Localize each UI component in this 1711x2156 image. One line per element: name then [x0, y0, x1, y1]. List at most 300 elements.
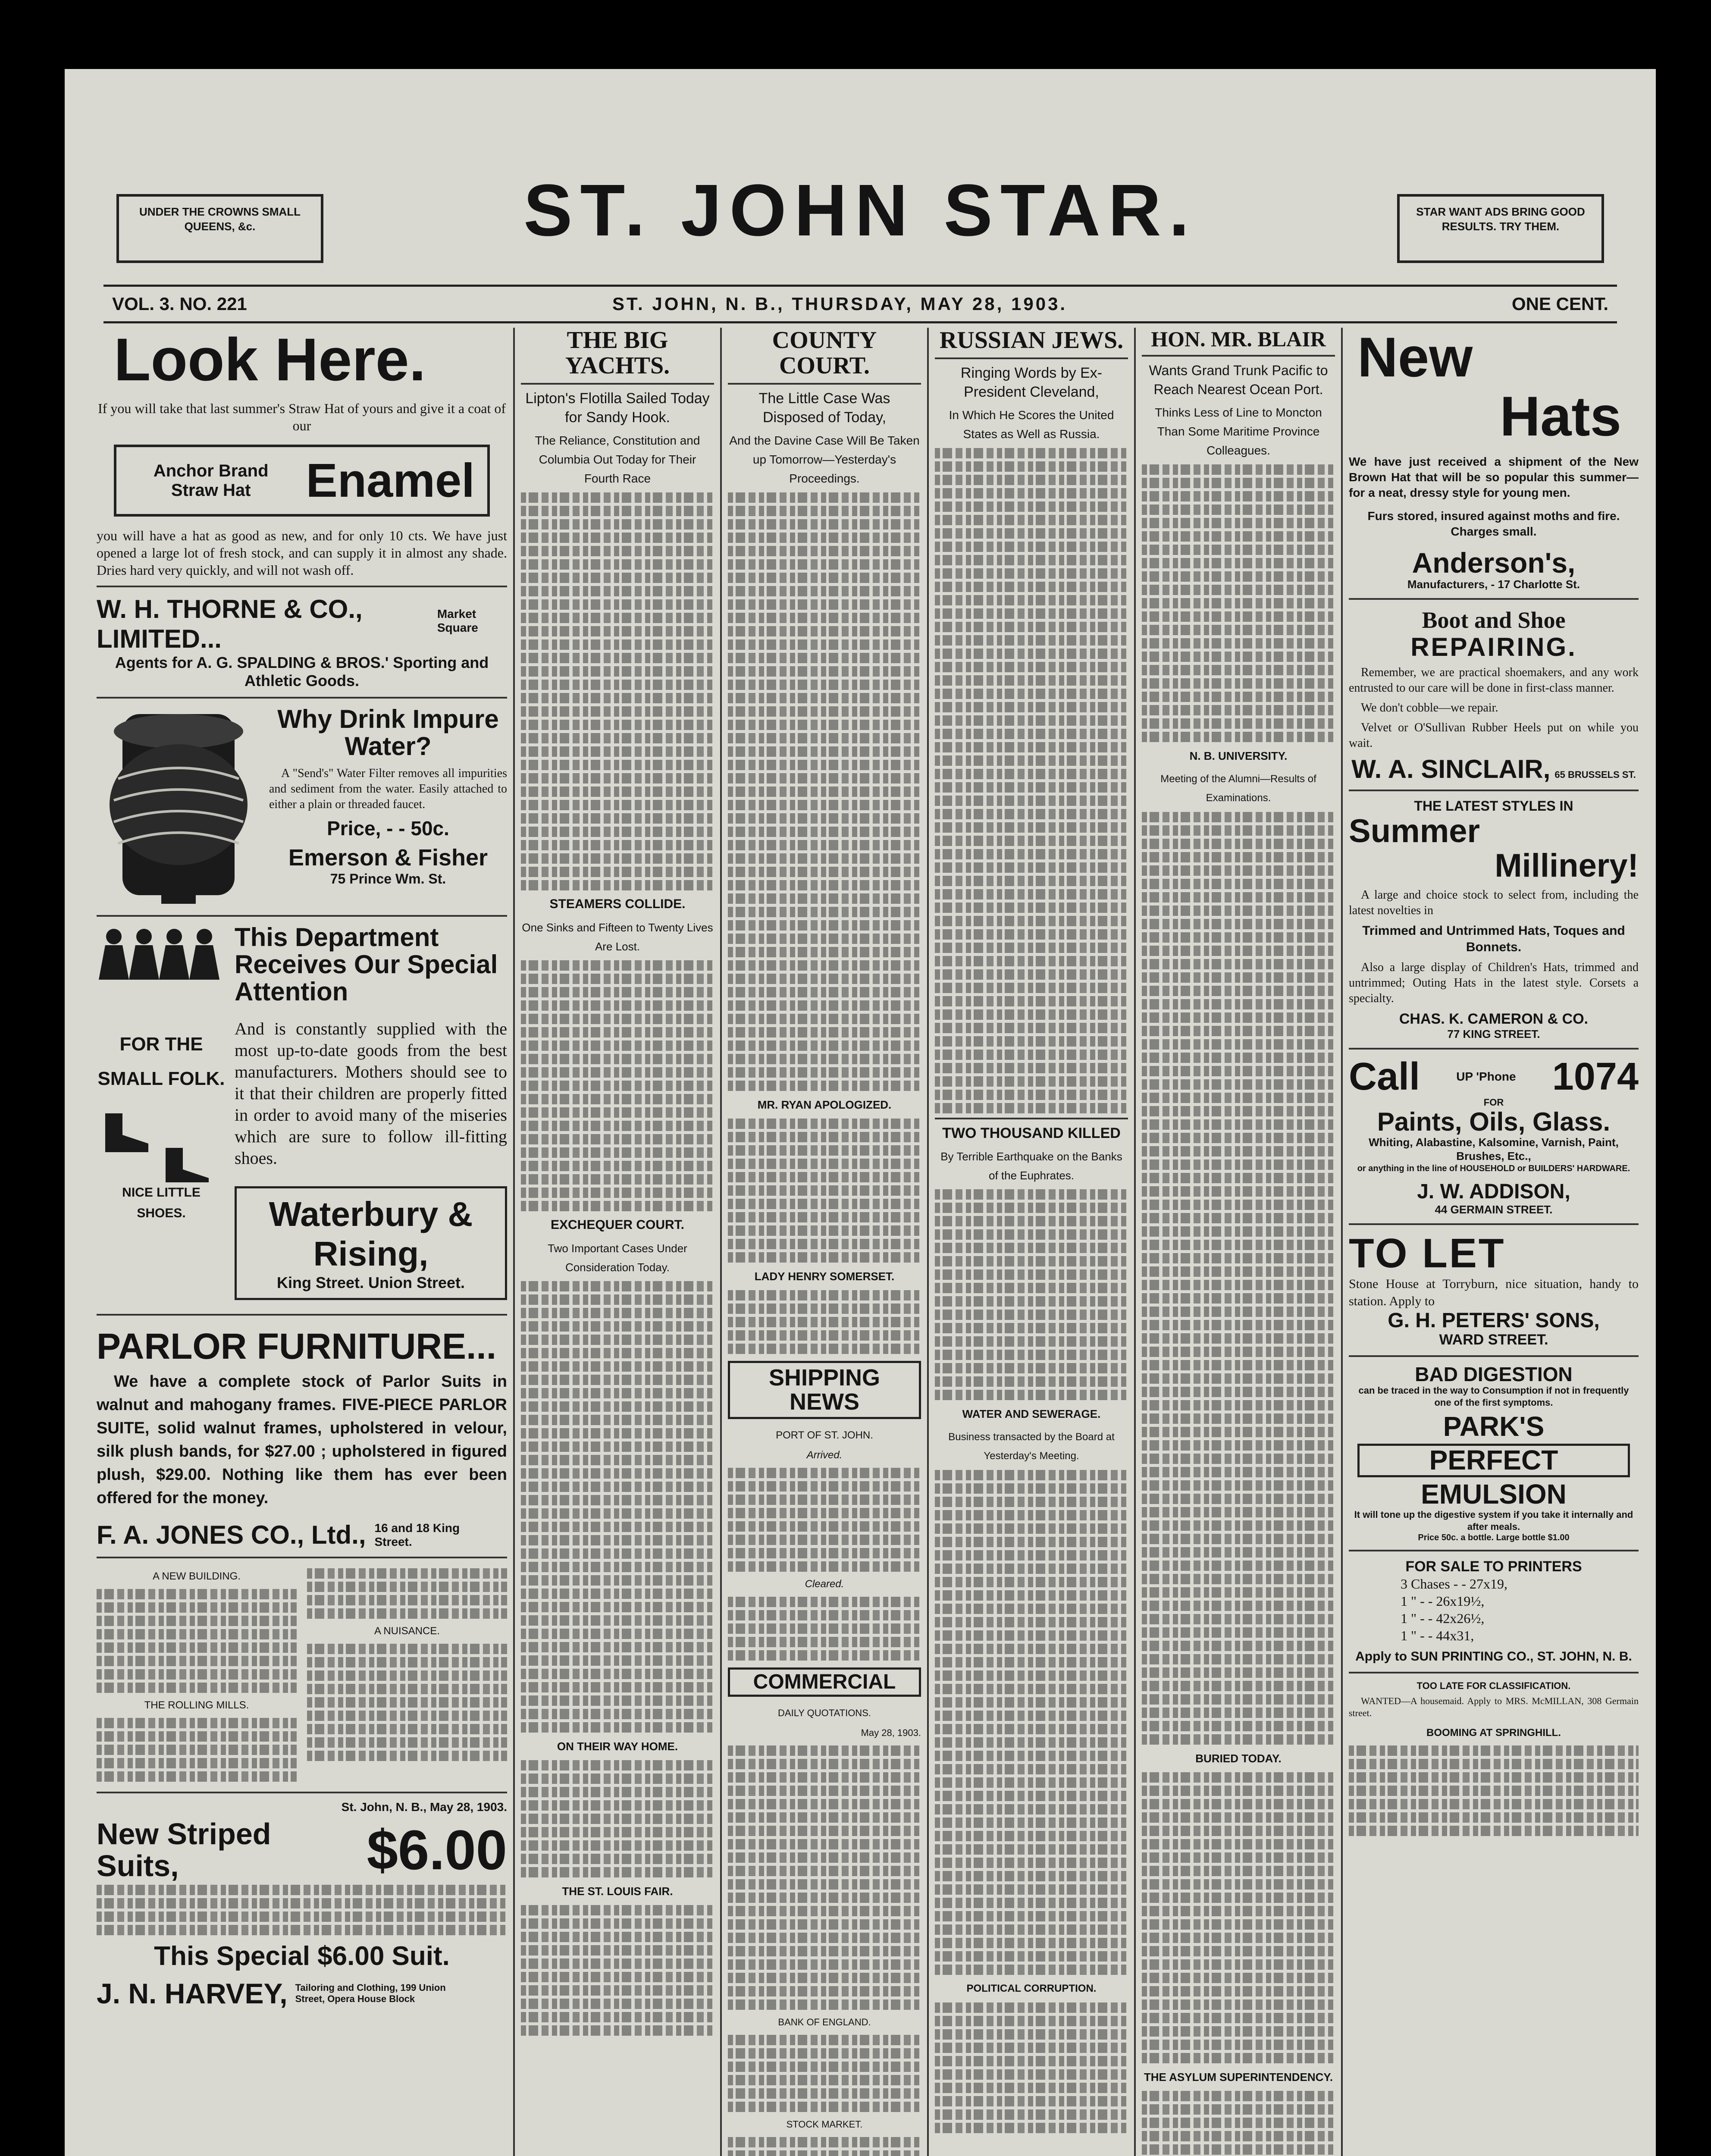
body-text-line — [1349, 1812, 1639, 1823]
divider — [97, 1557, 507, 1558]
body-text-line — [521, 1428, 714, 1438]
body-text-line — [521, 706, 714, 717]
body-text-line — [935, 1898, 1128, 1908]
body-text-line — [97, 1656, 297, 1666]
body-text-line — [1142, 1574, 1335, 1584]
yachts-subhead-2: The Reliance, Constitution and Columbia Out Today for Their Fourth Race — [535, 433, 700, 485]
body-text-line — [307, 1724, 507, 1734]
body-text-line — [1142, 852, 1335, 862]
body-text-line — [521, 1361, 714, 1372]
emerson-name: Emerson & Fisher — [288, 845, 488, 871]
body-text-line — [935, 2043, 1128, 2053]
body-text-line — [1142, 545, 1335, 555]
body-text-line — [1142, 1467, 1335, 1477]
water-filter-icon — [97, 705, 260, 908]
body-text-line — [728, 1959, 921, 1970]
jones-name: F. A. JONES CO., Ltd., — [97, 1520, 366, 1549]
body-text-line — [935, 555, 1128, 565]
body-text-line — [1142, 1919, 1335, 1930]
divider — [521, 383, 714, 385]
body-text-line — [935, 1310, 1128, 1320]
parlor-heading: PARLOR FURNITURE... — [97, 1326, 497, 1366]
body-text-line — [97, 1912, 507, 1922]
body-text-line — [1142, 1839, 1335, 1849]
body-text-line — [521, 773, 714, 783]
body-text-line — [1142, 1240, 1335, 1250]
body-text-line — [935, 1858, 1128, 1868]
body-text-line — [935, 1791, 1128, 1801]
body-text-line — [521, 1932, 714, 1942]
body-text-line — [935, 501, 1128, 512]
divider — [935, 1118, 1128, 1119]
chase-item: 1 " - - 26x19½, — [1401, 1593, 1485, 1609]
body-text-line — [935, 1764, 1128, 1774]
body-text-line — [728, 1812, 921, 1823]
body-text-line — [728, 1561, 921, 1572]
too-late-heading: TOO LATE FOR CLASSIFICATION. — [1416, 1680, 1571, 1691]
body-text-line — [935, 1336, 1128, 1347]
body-text-line — [728, 1344, 921, 1354]
body-text-line — [1142, 1427, 1335, 1437]
body-text-line — [728, 1172, 921, 1182]
shipping-headline: SHIPPING NEWS — [768, 1364, 881, 1415]
body-text-line — [728, 1508, 921, 1518]
body-text-line — [307, 1684, 507, 1694]
body-text-line — [728, 1893, 921, 1903]
body-text-line — [935, 1009, 1128, 1020]
body-text-line — [1349, 1799, 1639, 1809]
body-text-line — [935, 1537, 1128, 1547]
body-text-line — [728, 2075, 921, 2085]
body-text-line — [935, 2056, 1128, 2066]
st-louis-headline: THE ST. LOUIS FAIR. — [562, 1884, 673, 1898]
body-text-line — [521, 1067, 714, 1078]
body-text-line — [521, 987, 714, 997]
nice-shoes: NICE LITTLE SHOES. — [122, 1185, 201, 1220]
body-text-line — [521, 492, 714, 503]
body-text-line — [521, 519, 714, 530]
body-text-line — [1142, 1973, 1335, 1983]
water-body: A "Send's" Water Filter removes all impurities and sediment from the water. Easily attached to either a plain or threaded faucet. — [269, 767, 507, 811]
their-way-headline: ON THEIR WAY HOME. — [557, 1739, 678, 1753]
body-text-line — [1142, 638, 1335, 649]
body-text-line — [935, 2123, 1128, 2133]
body-text-line — [307, 1644, 507, 1654]
springhill-headline: BOOMING AT SPRINGHILL. — [1426, 1727, 1561, 1739]
body-text-line — [1142, 2053, 1335, 2063]
body-text-line — [1349, 1772, 1639, 1783]
summer-heading: Summer — [1349, 813, 1480, 850]
body-text-line — [935, 1630, 1128, 1641]
body-text-line — [728, 1973, 921, 1983]
body-text-line — [1142, 1534, 1335, 1544]
body-text-line — [728, 2137, 921, 2147]
body-text-line — [728, 1054, 921, 1064]
body-text-line — [728, 1999, 921, 2010]
asylum-headline: THE ASYLUM SUPERINTENDENCY. — [1144, 2070, 1333, 2084]
body-text-line — [307, 1582, 507, 1592]
waterbury-address: King Street. Union Street. — [276, 1274, 465, 1291]
body-text-line — [728, 1879, 921, 1890]
body-text-line — [521, 1827, 714, 1837]
body-text-line — [1142, 2118, 1335, 2128]
body-text-line — [728, 1000, 921, 1011]
body-text-line — [935, 1376, 1128, 1387]
harvey-date: St. John, N. B., May 28, 1903. — [341, 1800, 507, 1814]
body-text-line — [521, 1562, 714, 1572]
body-text-line — [728, 653, 921, 663]
body-text-line — [935, 876, 1128, 886]
commercial-headline: COMMERCIAL — [753, 1670, 896, 1693]
body-text-line — [728, 1839, 921, 1849]
body-text-line — [1142, 1280, 1335, 1290]
sinclair-name: W. A. SINCLAIR, — [1351, 755, 1551, 784]
body-text-line — [1142, 531, 1335, 542]
body-text-line — [728, 1623, 921, 1634]
shoes-icon — [97, 1096, 226, 1182]
body-text-line — [935, 662, 1128, 672]
body-text-line — [935, 1737, 1128, 1748]
body-text-line — [728, 1290, 921, 1300]
repair-body: Remember, we are practical shoemakers, and any work entrusted to our care will be done in first-class manner. — [1349, 666, 1639, 695]
body-text-line — [935, 1023, 1128, 1033]
yachts-headline: THE BIG YACHTS. — [565, 328, 670, 379]
russian-jews-subhead-2: In Which He Scores the United States as Well as Russia. — [949, 408, 1114, 441]
body-text-line — [935, 1684, 1128, 1694]
body-text-line — [728, 800, 921, 810]
body-text-line — [728, 720, 921, 730]
body-text-line — [728, 573, 921, 583]
body-text-line — [1142, 1561, 1335, 1571]
divider — [97, 1792, 507, 1793]
body-text-line — [97, 1898, 507, 1908]
body-text-line — [1142, 1520, 1335, 1531]
body-text-line — [935, 702, 1128, 712]
commercial-box — [728, 1667, 921, 1697]
body-text-line — [521, 1321, 714, 1332]
harvey-address: Tailoring and Clothing, 199 Union Street, Opera House Block — [295, 1982, 446, 2005]
body-text-line — [1142, 1933, 1335, 1943]
body-text-line — [1142, 1601, 1335, 1611]
body-text-line — [935, 1483, 1128, 1494]
body-text-line — [521, 1760, 714, 1771]
body-text-line — [728, 987, 921, 997]
body-text-line — [1142, 1826, 1335, 1836]
body-text-line — [728, 827, 921, 837]
body-text-line — [935, 1363, 1128, 1373]
body-text-line — [521, 599, 714, 610]
body-text-line — [935, 1269, 1128, 1280]
body-text-line — [1142, 1879, 1335, 1890]
body-text-line — [935, 515, 1128, 525]
body-text-line — [728, 760, 921, 770]
body-text-line — [935, 461, 1128, 472]
harvey-name: J. N. HARVEY, — [97, 1977, 288, 2010]
body-text-line — [935, 1604, 1128, 1614]
body-text-line — [728, 1481, 921, 1492]
for-sale-heading: FOR SALE TO PRINTERS — [1405, 1558, 1582, 1575]
body-text-line — [307, 1657, 507, 1667]
body-text-line — [1142, 1133, 1335, 1143]
body-text-line — [728, 960, 921, 971]
body-text-line — [728, 893, 921, 904]
body-text-line — [1142, 732, 1335, 742]
killed-headline: TWO THOUSAND KILLED — [942, 1125, 1121, 1141]
straw-intro: If you will take that last summer's Straw Hat of yours and give it a coat of our — [98, 401, 506, 433]
bad-digestion-subhead: can be traced in the way to Consumption if not in frequently one of the first symptoms. — [1358, 1385, 1629, 1408]
body-text-line — [1142, 946, 1335, 956]
body-text-line — [1142, 906, 1335, 916]
body-text-line — [728, 1081, 921, 1091]
body-text-line — [97, 1589, 297, 1599]
body-text-line — [1142, 1812, 1335, 1823]
body-text-line — [728, 693, 921, 703]
body-text-line — [521, 1294, 714, 1305]
body-text-line — [728, 733, 921, 743]
body-text-line — [935, 836, 1128, 846]
addison-name: J. W. ADDISON, — [1417, 1180, 1570, 1203]
body-text-line — [935, 475, 1128, 485]
body-text-line — [1142, 1400, 1335, 1410]
russian-jews-headline: RUSSIAN JEWS. — [939, 328, 1124, 354]
body-text-line — [935, 595, 1128, 605]
body-text-line — [1142, 1852, 1335, 1863]
unb-headline: N. B. UNIVERSITY. — [1189, 749, 1288, 762]
body-text-line — [728, 506, 921, 516]
body-text-line — [1142, 1226, 1335, 1237]
body-text-line — [935, 996, 1128, 1006]
body-text-line — [935, 755, 1128, 766]
body-text-line — [97, 1925, 507, 1935]
department-body: And is constantly supplied with the most up-to-date goods from the best manufacturers. Mothers should see to it that their children are properly fitted in order to avoid many of the miseries which are sure to follow ill-fitting shoes. — [235, 1019, 507, 1168]
body-text-line — [1142, 1186, 1335, 1197]
body-text-line — [728, 1597, 921, 1607]
body-text-line — [935, 769, 1128, 779]
steamers-headline: STEAMERS COLLIDE. — [549, 896, 686, 911]
body-text-line — [521, 1787, 714, 1797]
body-text-line — [935, 2069, 1128, 2080]
millinery-heading: Millinery! — [1495, 847, 1639, 884]
body-text-line — [1142, 1200, 1335, 1210]
body-text-line — [935, 782, 1128, 793]
somerset-headline: LADY HENRY SOMERSET. — [754, 1269, 895, 1283]
body-text-line — [1142, 692, 1335, 702]
body-text-line — [521, 1161, 714, 1171]
peters-address: WARD STREET. — [1439, 1331, 1548, 1348]
body-text-line — [521, 1375, 714, 1385]
body-text-line — [935, 1911, 1128, 1921]
body-text-line — [1142, 598, 1335, 608]
body-text-line — [1142, 1946, 1335, 1956]
buried-headline: BURIED TODAY. — [1195, 1752, 1282, 1765]
body-text-line — [521, 1335, 714, 1345]
body-text-line — [728, 1252, 921, 1263]
body-text-line — [935, 916, 1128, 926]
body-text-line — [1142, 1708, 1335, 1718]
body-text-line — [521, 533, 714, 543]
body-text-line — [1142, 2091, 1335, 2101]
quotations-heading: DAILY QUOTATIONS. — [778, 1708, 871, 1719]
perfect-word: PERFECT — [1357, 1444, 1630, 1477]
advertising-column-right — [1343, 328, 1645, 2156]
body-text-line — [521, 1388, 714, 1398]
body-text-line — [1142, 825, 1335, 836]
body-text-line — [728, 1946, 921, 1956]
political-headline: POLITICAL CORRUPTION. — [966, 1982, 1097, 1994]
phone-number: 1074 — [1552, 1055, 1639, 1098]
body-text-line — [935, 1036, 1128, 1047]
body-text-line — [1142, 1320, 1335, 1330]
body-text-line — [728, 1521, 921, 1532]
body-text-line — [728, 599, 921, 610]
body-text-line — [521, 1945, 714, 1955]
body-text-line — [1142, 1053, 1335, 1063]
body-text-line — [521, 1682, 714, 1692]
body-text-line — [728, 934, 921, 944]
millinery-body: A large and choice stock to select from, including the latest novelties in — [1349, 888, 1639, 917]
body-text-line — [1142, 1547, 1335, 1557]
parlor-body: We have a complete stock of Parlor Suits in walnut and mahogany frames. FIVE-PIECE PARLOR SUITE, solid walnut frames, upholstered in velour, silk plush bands, for $27.00 ; upholstered in figured plush, $29.00. Nothing like them has ever been offered for the money. — [97, 1373, 507, 1507]
body-text-line — [1142, 1480, 1335, 1491]
body-text-line — [1142, 865, 1335, 876]
body-text-line — [521, 1709, 714, 1719]
boot-shoe-heading: Boot and Shoe — [1422, 607, 1566, 633]
striped-suits-heading: New Striped Suits, — [97, 1817, 271, 1883]
body-text-line — [521, 1867, 714, 1877]
body-text-line — [521, 787, 714, 797]
body-text-line — [1142, 1266, 1335, 1277]
repairing-heading: REPAIRING. — [1410, 633, 1577, 662]
news-column-yachts — [515, 328, 720, 2156]
body-text-line — [97, 1683, 297, 1693]
body-text-line — [728, 1852, 921, 1863]
body-text-line — [1142, 1213, 1335, 1223]
body-text-line — [935, 1103, 1128, 1113]
body-text-line — [521, 2012, 714, 2022]
body-text-line — [521, 559, 714, 570]
body-text-line — [935, 1697, 1128, 1708]
body-text-line — [1142, 478, 1335, 488]
body-text-line — [935, 1497, 1128, 1507]
body-text-line — [935, 2096, 1128, 2106]
body-text-line — [521, 1014, 714, 1024]
body-text-line — [1142, 2040, 1335, 2050]
body-text-line — [307, 1751, 507, 1761]
body-text-line — [1142, 1641, 1335, 1651]
body-text-line — [521, 1854, 714, 1864]
anchor-brand: Anchor Brand Straw Hat — [153, 461, 269, 500]
water-heading: Why Drink Impure Water? — [277, 705, 499, 761]
body-text-line — [521, 1999, 714, 2009]
new-building-heading: A NEW BUILDING. — [152, 1570, 241, 1582]
body-text-line — [521, 1722, 714, 1733]
body-text-line — [728, 492, 921, 503]
hats-body: We have just received a shipment of the New Brown Hat that will be so popular this summer—for a neat, dressy style for young men. — [1349, 455, 1639, 499]
body-text-line — [935, 1777, 1128, 1788]
body-text-line — [1142, 1413, 1335, 1424]
body-text-line — [1142, 1986, 1335, 1996]
chase-item: 1 " - - 44x31, — [1401, 1627, 1474, 1643]
body-text-line — [521, 1401, 714, 1412]
divider — [935, 357, 1128, 359]
body-text-line — [521, 1840, 714, 1851]
body-text-line — [935, 1390, 1128, 1400]
heels-note: Velvet or O'Sullivan Rubber Heels put on while you wait. — [1349, 721, 1639, 750]
body-text-line — [935, 1076, 1128, 1087]
body-text-line — [307, 1670, 507, 1681]
body-text-line — [935, 582, 1128, 592]
body-text-line — [935, 1050, 1128, 1060]
place-date: ST. JOHN, N. B., THURSDAY, MAY 28, 1903. — [612, 294, 1068, 314]
body-text-line — [521, 1188, 714, 1198]
body-text-line — [728, 1239, 921, 1249]
body-text-line — [1142, 518, 1335, 528]
body-text-line — [1142, 1146, 1335, 1156]
body-text-line — [521, 680, 714, 690]
russian-jews-subhead-1: Ringing Words by Ex-President Cleveland, — [960, 364, 1103, 400]
call-word: Call — [1349, 1055, 1420, 1098]
court-headline: COUNTY COURT. — [772, 328, 877, 379]
body-text-line — [728, 1919, 921, 1930]
body-text-line — [935, 1844, 1128, 1855]
volume-number: VOL. 3. NO. 221 — [112, 294, 247, 314]
body-text-line — [1142, 718, 1335, 729]
body-text-line — [1142, 972, 1335, 983]
body-text-line — [1142, 1494, 1335, 1504]
chase-item: 1 " - - 42x26½, — [1401, 1610, 1485, 1626]
body-text-line — [935, 862, 1128, 873]
body-text-line — [521, 1695, 714, 1706]
body-text-line — [97, 1669, 297, 1680]
exchequer-subhead: Two Important Cases Under Consideration Today. — [548, 1241, 687, 1274]
body-text-line — [728, 2048, 921, 2059]
body-text-line — [728, 586, 921, 596]
body-text-line — [521, 1442, 714, 1452]
body-text-line — [521, 613, 714, 623]
emulsion-subhead: It will tone up the digestive system if you take it internally and after meals. — [1354, 1509, 1633, 1532]
body-text-line — [728, 1772, 921, 1783]
body-text-line — [1142, 1799, 1335, 1809]
divider — [1349, 1048, 1639, 1050]
yachts-subhead-1: Lipton's Flotilla Sailed Today for Sandy Hook. — [525, 390, 710, 426]
body-text-line — [728, 1468, 921, 1478]
body-text-line — [935, 1577, 1128, 1587]
body-text-line — [1142, 678, 1335, 689]
body-text-line — [728, 1225, 921, 1236]
body-text-line — [728, 1745, 921, 1756]
emulsion-price: Price 50c. a bottle. Large bottle $1.00 — [1418, 1532, 1570, 1542]
body-text-line — [521, 1174, 714, 1185]
body-text-line — [935, 1724, 1128, 1734]
body-text-line — [1142, 558, 1335, 568]
body-text-line — [521, 1201, 714, 1211]
body-text-line — [1142, 1667, 1335, 1678]
wanted-ad: WANTED—A housemaid. Apply to MRS. McMILLAN, 308 Germain street. — [1349, 1695, 1639, 1718]
body-text-line — [1142, 1347, 1335, 1357]
body-text-line — [97, 1616, 297, 1626]
body-text-line — [1142, 1694, 1335, 1705]
new-hats-heading-2: Hats — [1500, 384, 1621, 448]
body-text-line — [521, 840, 714, 850]
body-text-line — [521, 546, 714, 556]
body-text-line — [1142, 999, 1335, 1009]
body-text-line — [935, 956, 1128, 966]
parks-word: PARK'S — [1443, 1411, 1545, 1442]
anderson-address: Manufacturers, - 17 Charlotte St. — [1407, 578, 1580, 591]
divider — [97, 915, 507, 917]
body-text-line — [521, 1522, 714, 1532]
body-text-line — [521, 1147, 714, 1158]
